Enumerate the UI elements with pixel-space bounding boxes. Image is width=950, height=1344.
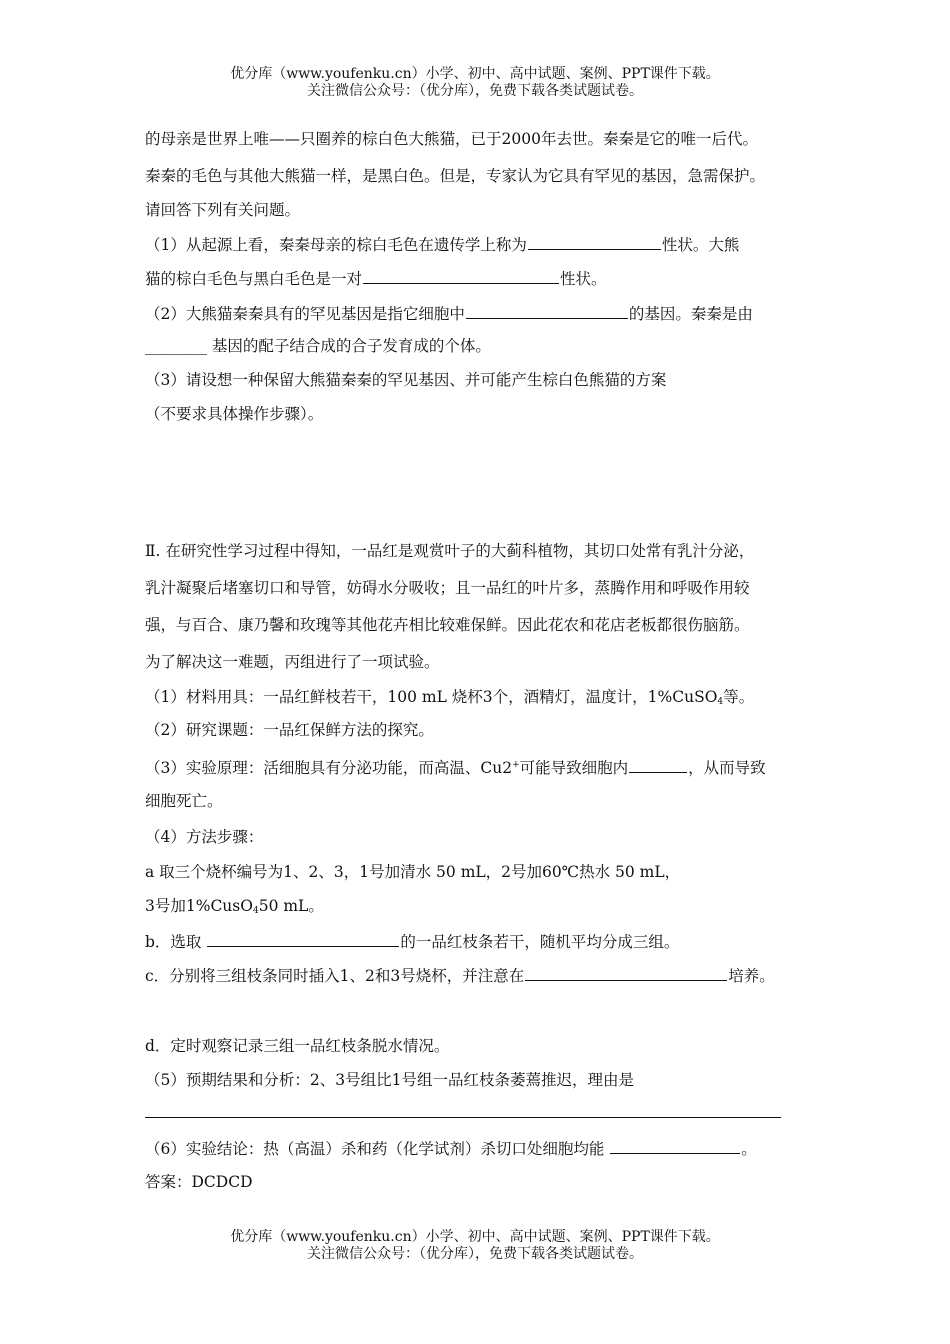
item-3-line-2: 细胞死亡。 — [145, 792, 223, 810]
question-2-text-end: 的基因。秦秦是由 — [628, 305, 753, 323]
footer-line-1: 优分库（www.youfenku.cn）小学、初中、高中试题、案例、PPT课件下载。 — [230, 1229, 720, 1245]
question-1b-text: 猫的棕白毛色与黑白毛色是一对 — [145, 270, 363, 288]
question-3-line-1: （3）请设想一种保留大熊猫秦秦的罕见基因、并可能产生棕白色熊猫的方案 — [145, 371, 667, 389]
passage-line-1: 的母亲是世界上唯——只圈养的棕白色大熊猫，已于2000年去世。秦秦是它的唯一后代。 — [145, 130, 758, 148]
answer-line[interactable] — [145, 1117, 781, 1118]
answer-blank[interactable] — [629, 756, 687, 773]
question-1-text: （1）从起源上看，秦秦母亲的棕白毛色在遗传学上称为 — [145, 236, 527, 254]
item-3-principle — [145, 755, 766, 778]
item-3-text: （3）实验原理：活细胞具有分泌功能，而高温、Cu2 — [145, 759, 513, 777]
section-2-line-1: Ⅱ. 在研究性学习过程中得知，一品红是观赏叶子的大蓟科植物，其切口处常有乳汁分泌， — [145, 542, 755, 560]
question-2-line-1 — [145, 302, 753, 324]
page-footer — [0, 1229, 950, 1263]
answer-key: 答案：DCDCD — [145, 1173, 253, 1191]
question-1-line-1 — [145, 233, 739, 255]
answer-blank[interactable] — [610, 1137, 740, 1154]
item-6-conclusion — [145, 1137, 757, 1159]
question-1b-text-end: 性状。 — [560, 270, 607, 288]
subscript: 4 — [717, 697, 724, 707]
step-d: d．定时观察记录三组一品红枝条脱水情况。 — [145, 1037, 450, 1055]
step-c-text: c．分别将三组枝条同时插入1、2和3号烧杯，并注意在 — [145, 967, 525, 985]
step-c — [145, 964, 775, 986]
question-1-text-end: 性状。大熊 — [661, 236, 740, 254]
header-line-2: 关注微信公众号：（优分库），免费下载各类试题试卷。 — [307, 83, 643, 99]
step-a-text: 3号加1%CusO — [145, 897, 253, 915]
step-b-text-end: 的一品红枝条若干，随机平均分成三组。 — [400, 933, 680, 951]
step-b-text: b．选取 — [145, 933, 207, 951]
step-b — [145, 930, 679, 952]
answer-blank-text[interactable]: ________ — [145, 337, 207, 355]
item-1-text: （1）材料用具：一品红鲜枝若干，100 mL 烧杯3个，酒精灯，温度计，1%CuSO — [145, 688, 718, 706]
question-3-line-2: （不要求具体操作步骤）。 — [145, 405, 324, 423]
section-2-line-3: 强，与百合、康乃馨和玫瑰等其他花卉相比较难保鲜。因此花农和花店老板都很伤脑筋。 — [145, 616, 750, 634]
item-3-text-mid: 可能导致细胞内 — [519, 759, 629, 777]
item-6-text-end: 。 — [741, 1140, 757, 1158]
answer-blank[interactable] — [363, 267, 559, 284]
item-1-text-end: 等。 — [723, 688, 755, 706]
answer-blank[interactable] — [528, 233, 661, 250]
step-a-text-end: 50 mL。 — [258, 897, 324, 915]
passage-line-3: 请回答下列有关问题。 — [145, 201, 301, 219]
question-2-text: （2）大熊猫秦秦具有的罕见基因是指它细胞中 — [145, 305, 465, 323]
item-2-topic: （2）研究课题：一品红保鲜方法的探究。 — [145, 721, 434, 739]
item-5-prediction: （5）预期结果和分析：2、3号组比1号组一品红枝条萎蔫推迟，理由是 — [145, 1071, 634, 1089]
page-header — [0, 66, 950, 100]
item-4-steps: （4）方法步骤： — [145, 828, 264, 846]
step-a: a 取三个烧杯编号为1、2、3，1号加清水 50 mL，2号加60℃热水 50 mL， — [145, 863, 681, 881]
question-1-line-2 — [145, 267, 607, 289]
step-a-line-2 — [145, 896, 324, 921]
answer-blank[interactable] — [207, 930, 399, 947]
answer-blank[interactable] — [525, 964, 727, 981]
section-2-line-4: 为了解决这一难题，丙组进行了一项试验。 — [145, 653, 440, 671]
item-3-text-end: ，从而导致 — [688, 759, 766, 777]
subscript: 4 — [252, 906, 259, 916]
question-2b-text: 基因的配子结合成的合子发育成的个体。 — [207, 337, 491, 355]
header-line-1: 优分库（www.youfenku.cn）小学、初中、高中试题、案例、PPT课件下载。 — [230, 66, 720, 82]
passage-line-2: 秦秦的毛色与其他大熊猫一样，是黑白色。但是，专家认为它具有罕见的基因，急需保护。 — [145, 167, 766, 185]
question-2-line-2 — [145, 336, 491, 356]
footer-line-2: 关注微信公众号：（优分库），免费下载各类试题试卷。 — [307, 1246, 643, 1262]
step-c-text-end: 培养。 — [728, 967, 775, 985]
section-2-line-2: 乳汁凝聚后堵塞切口和导管，妨碍水分吸收；且一品红的叶片多，蒸腾作用和呼吸作用较 — [145, 579, 750, 597]
item-6-text: （6）实验结论：热（高温）杀和药（化学试剂）杀切口处细胞均能 — [145, 1140, 610, 1158]
superscript: + — [512, 760, 520, 770]
item-1-materials — [145, 687, 754, 712]
answer-blank[interactable] — [466, 302, 628, 319]
